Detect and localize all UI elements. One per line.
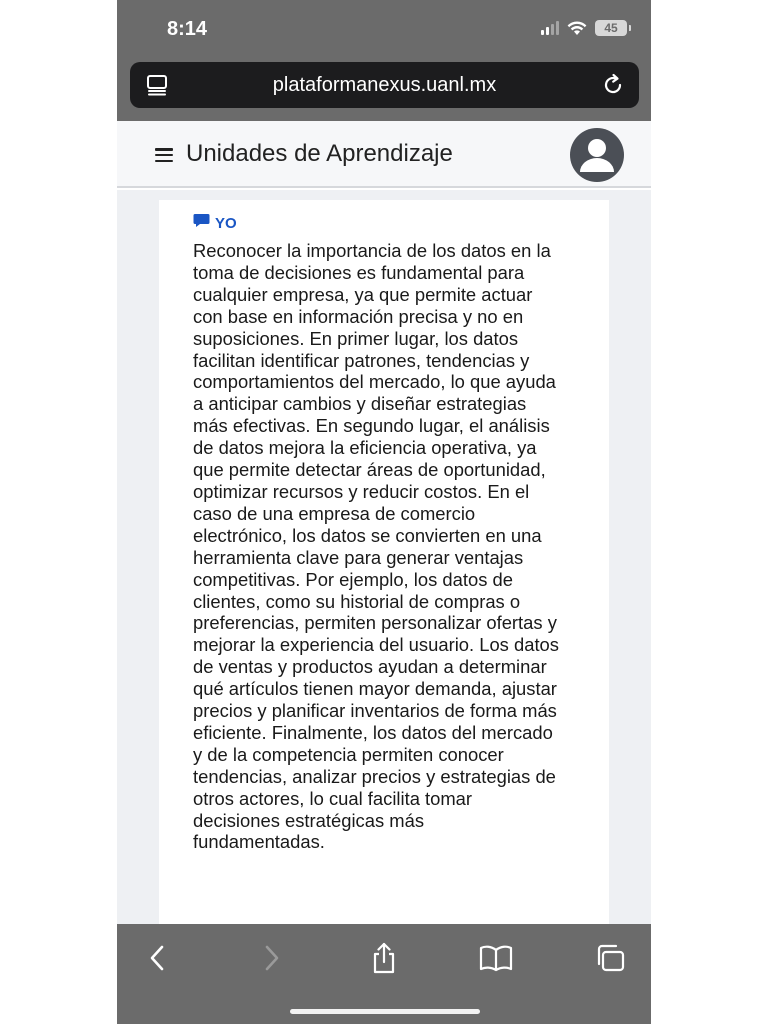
back-icon[interactable]	[139, 942, 175, 974]
tabs-icon[interactable]	[592, 942, 628, 974]
forum-post-card	[159, 200, 609, 924]
share-icon[interactable]	[366, 942, 402, 974]
reload-icon[interactable]	[601, 73, 625, 102]
post-author-row	[193, 213, 237, 233]
phone-screen	[117, 0, 651, 1024]
status-indicators	[541, 20, 627, 36]
post-author: YO	[215, 214, 237, 232]
post-body: Reconocer la importancia de los datos en la toma de decisiones es fundamental para cualquier empresa, ya que permite actuar con base en información precisa y no en suposiciones. En primer lugar, los datos facilitan identificar patrones, tendencias y comportamientos del mercado, lo que ayuda a anticipar cambios y diseñar estrategias más efectivas. En segundo lugar, el análisis de datos mejora la eficiencia operativa, ya que permite detectar áreas de oportunidad, optimizar recursos y reducir costos. En el caso de una empresa de comercio electrónico, los datos se convierten en una herramienta clave para generar ventajas competitivas. Por ejemplo, los datos de clientes, como su historial de compras o preferencias, permiten personalizar ofertas y mejorar la experiencia del usuario. Los datos de ventas y productos ayudan a determinar qué artículos tienen mayor demanda, ajustar precios y planificar inventarios de forma más eficiente. Finalmente, los datos del mercado y de la competencia permiten conocer tendencias, analizar precios y estrategias de otros actores, lo cual facilita tomar decisiones estratégicas más fundamentadas.	[193, 240, 559, 853]
hamburger-menu-icon[interactable]	[155, 148, 173, 162]
signal-icon	[541, 21, 559, 35]
address-bar[interactable]	[130, 62, 639, 108]
user-avatar-icon[interactable]	[570, 128, 624, 182]
forward-icon[interactable]	[254, 942, 290, 974]
app-header	[117, 121, 651, 188]
bookmarks-icon[interactable]	[478, 942, 514, 974]
wifi-icon	[567, 21, 587, 36]
browser-bottom-toolbar	[117, 924, 651, 1024]
status-time: 8:14	[167, 18, 208, 40]
browser-top-chrome	[117, 0, 651, 121]
battery-icon: 45	[595, 20, 627, 36]
home-indicator	[290, 1009, 480, 1014]
comment-icon	[193, 213, 210, 233]
url-text[interactable]: plataformanexus.uanl.mx	[272, 74, 497, 96]
page-title: Unidades de Aprendizaje	[186, 140, 453, 167]
